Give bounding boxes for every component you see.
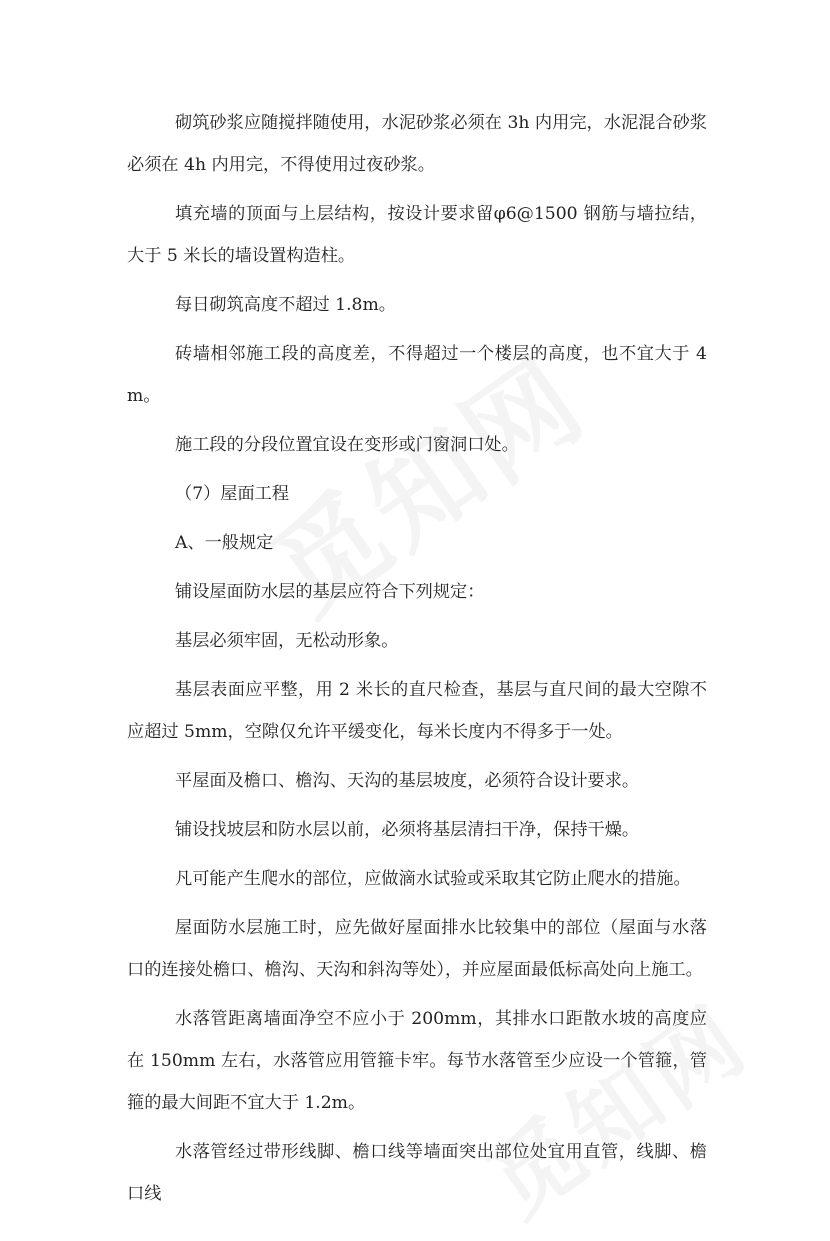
- paragraph-mortar-usage: 砌筑砂浆应随搅拌随使用，水泥砂浆必须在 3h 内用完，水泥混合砂浆必须在 4h 内用完，不得使用过夜砂浆。: [127, 113, 707, 175]
- subheading-general-rules: A、一般规定: [175, 533, 274, 553]
- paragraph-daily-height: 每日砌筑高度不超过 1.8m。: [175, 295, 396, 315]
- paragraph-cleaning: 铺设找坡层和防水层以前，必须将基层清扫干净，保持干燥。: [175, 820, 640, 840]
- paragraph-downpipe-straight: 水落管经过带形线脚、檐口线等墙面突出部位处宜用直管，线脚、檐口线: [127, 1142, 707, 1204]
- paragraph-height-difference: 砖墙相邻施工段的高度差，不得超过一个楼层的高度，也不宜大于 4m。: [127, 344, 707, 406]
- paragraph-base-firm: 基层必须牢固，无松动形象。: [175, 631, 399, 651]
- section-heading-roofing: （7）屋面工程: [175, 484, 290, 504]
- paragraph-waterproof-order: 屋面防水层施工时，应先做好屋面排水比较集中的部位（屋面与水落口的连接处檐口、檐沟、天沟和斜沟等处），并应屋面最低标高处向上施工。: [127, 918, 707, 980]
- paragraph-slope: 平屋面及檐口、檐沟、天沟的基层坡度，必须符合设计要求。: [175, 771, 640, 791]
- paragraph-infill-wall: 填充墙的顶面与上层结构，按设计要求留φ6@1500 钢筋与墙拉结，大于 5 米长的墙设置构造柱。: [127, 204, 707, 266]
- paragraph-drip-test: 凡可能产生爬水的部位，应做滴水试验或采取其它防止爬水的措施。: [175, 869, 691, 889]
- paragraph-base-requirements: 铺设屋面防水层的基层应符合下列规定：: [175, 582, 485, 602]
- paragraph-base-flatness: 基层表面应平整，用 2 米长的直尺检查，基层与直尺间的最大空隙不应超过 5mm，空隙仅允许平缓变化，每米长度内不得多于一处。: [127, 680, 707, 742]
- document-body: [127, 102, 707, 1222]
- paragraph-segment-position: 施工段的分段位置宜设在变形或门窗洞口处。: [175, 435, 519, 455]
- paragraph-downpipe: 水落管距离墙面净空不应小于 200mm，其排水口距散水坡的高度应在 150mm 左右，水落管应用管箍卡牢。每节水落管至少应设一个管箍，管箍的最大间距不宜大于 1.2m。: [127, 1009, 707, 1113]
